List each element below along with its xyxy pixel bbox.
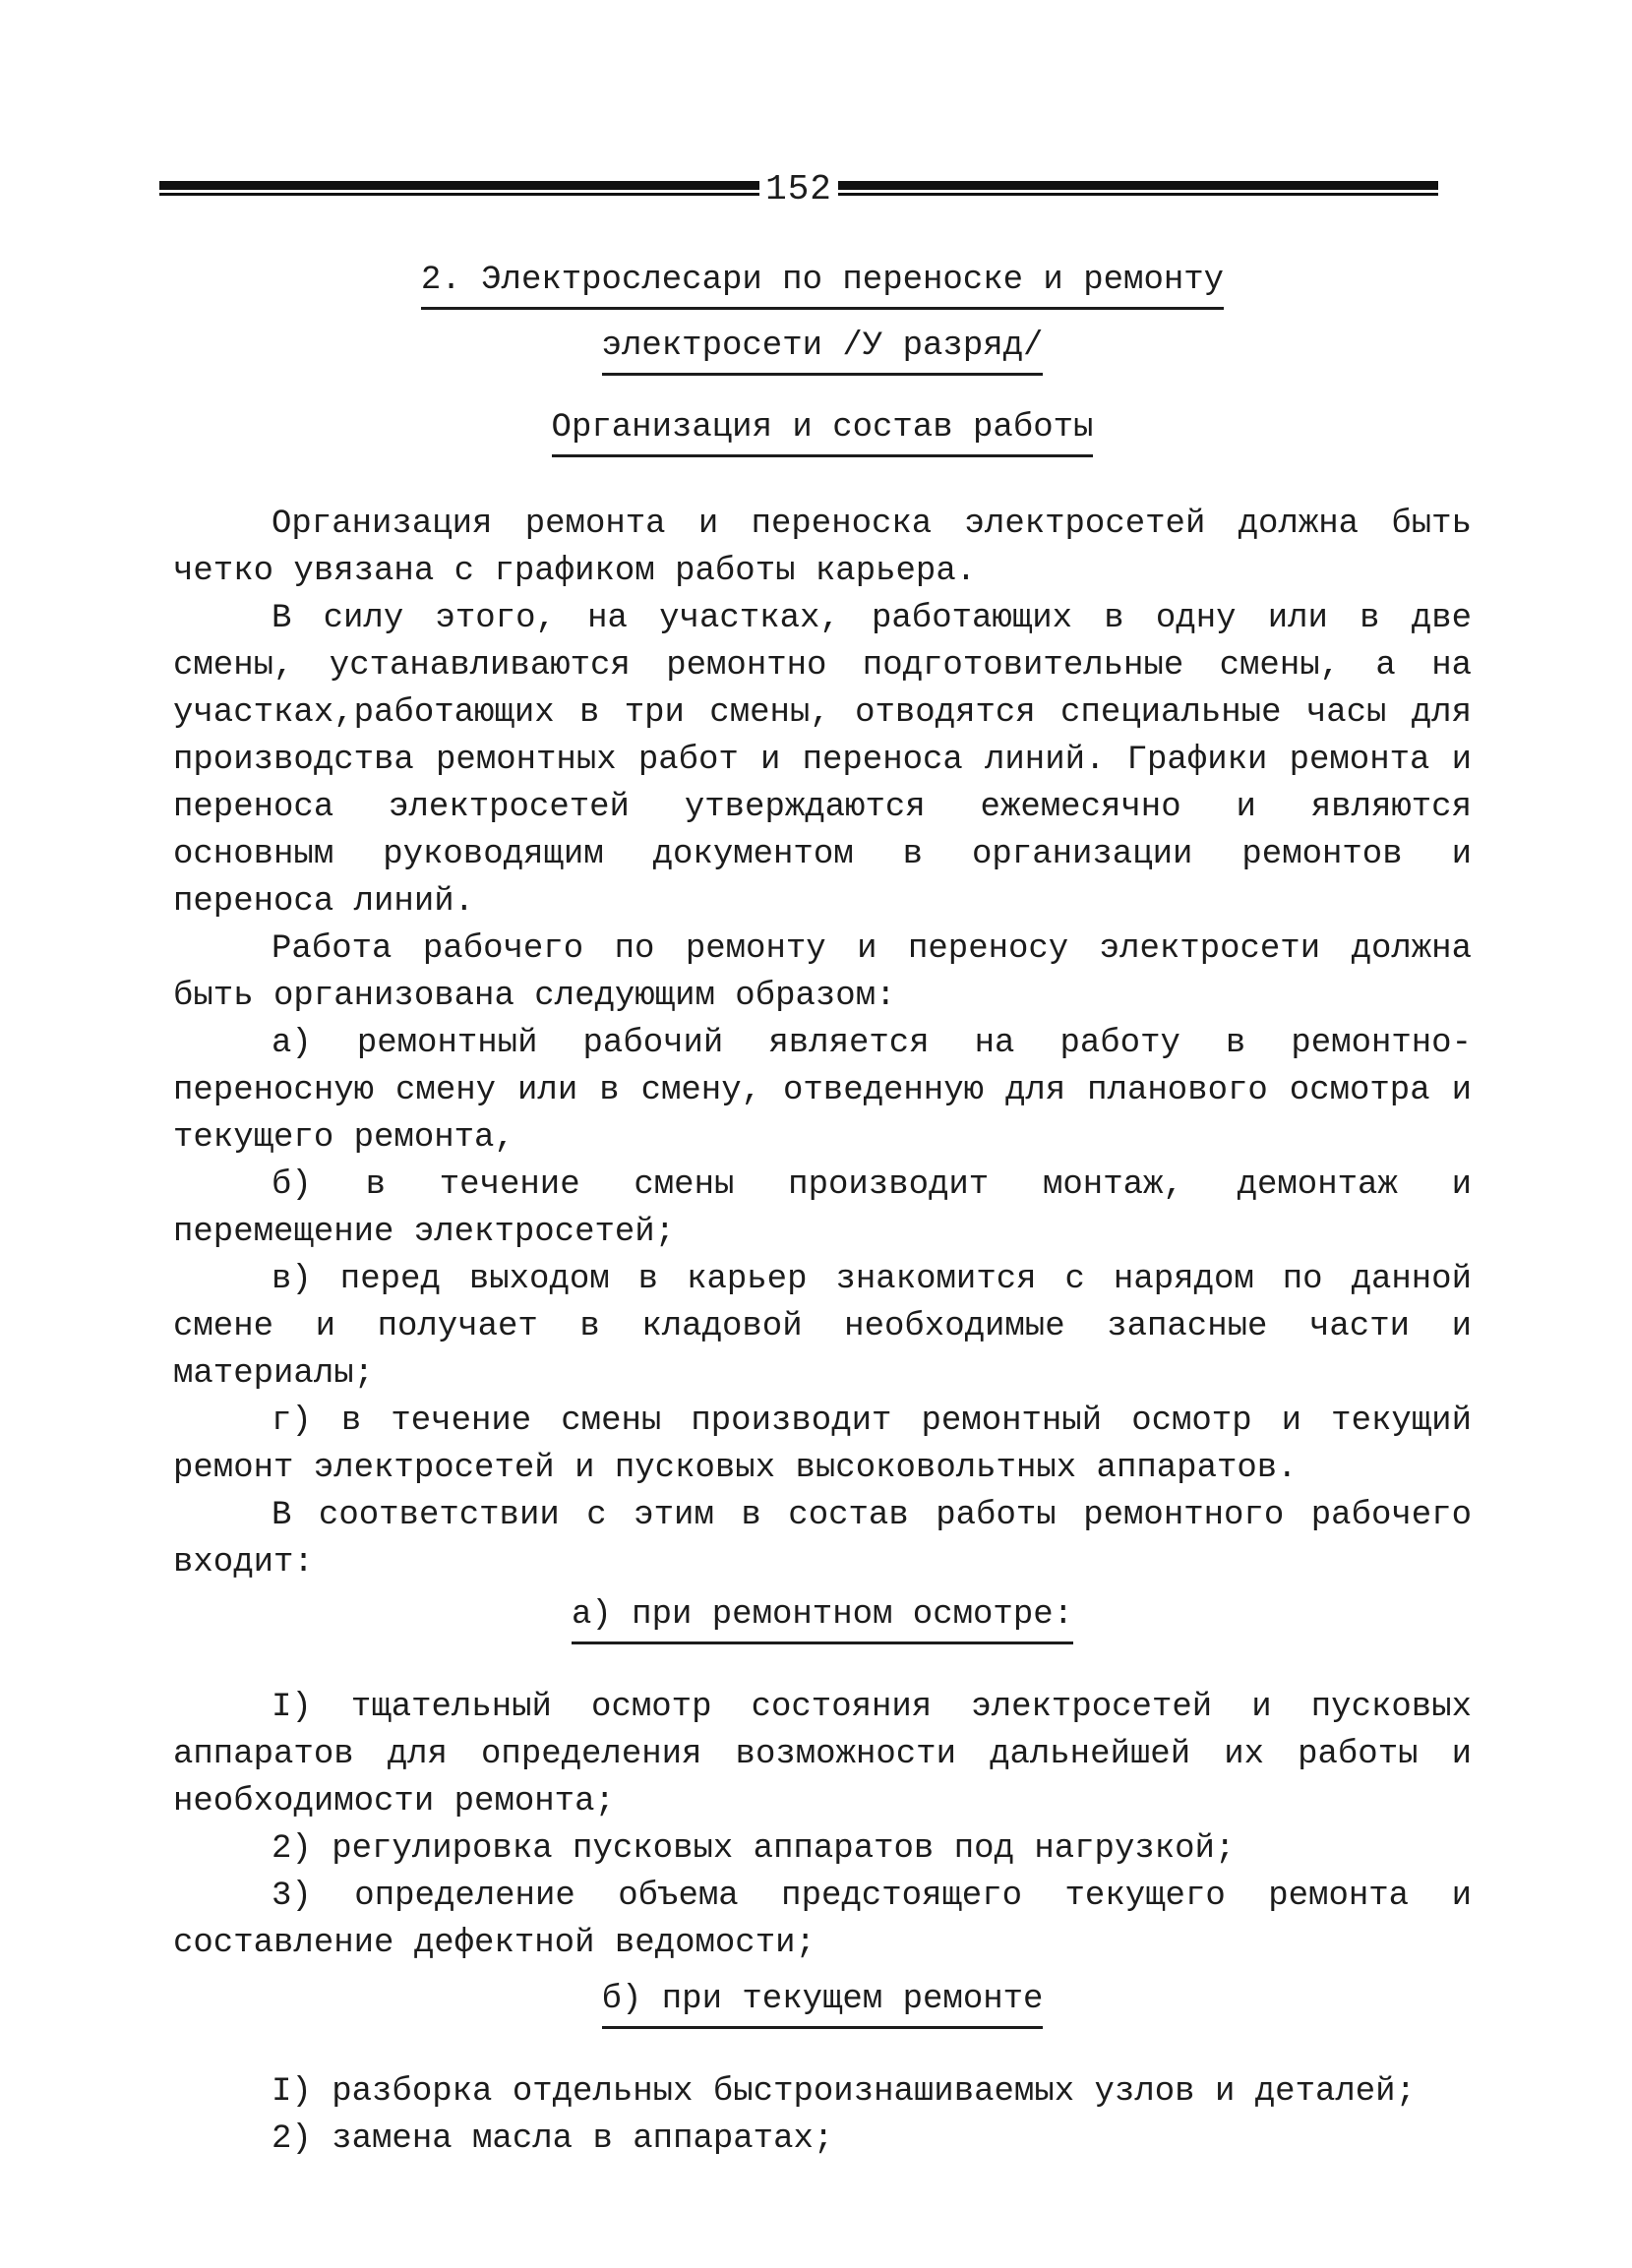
section-title-text: Организация и состав работы [552, 405, 1094, 457]
heading-line-2 [173, 324, 1472, 376]
current-repair-title-text: б) при текущем ремонте [602, 1977, 1044, 2029]
heading-line-1-text: 2. Электрослесари по переноске и ремонту [421, 258, 1224, 310]
list-item: г) в течение смены производит ремонтный осмотр и текущий ремонт электросетей и пусковых высоковольтных аппаратов. [173, 1403, 1472, 1487]
section-title [173, 405, 1472, 457]
heading-line-2-text: электросети /У разряд/ [602, 324, 1044, 376]
header-rule-left [159, 177, 759, 201]
document-body [173, 258, 1472, 2163]
inspection-title-text: а) при ремонтном осмотре: [572, 1592, 1073, 1644]
header-rule-right [838, 177, 1438, 201]
paragraph: В силу этого, на участках, работающих в одну или в две смены, устанавливаются ремонтно подготовительные смены, а на участках,работающих в три смены, отводятся специальные часы для производства ремонтных работ и переноса линий. Графики ремонта и переноса электросетей утверждаются ежемесячно и являются основным руководящим документом в организации ремонтов и переноса линий. [173, 600, 1472, 921]
page-number: 152 [765, 168, 832, 209]
inspection-item: 3) определение объема предстоящего текущего ремонта и составление дефектной ведомости; [173, 1878, 1472, 1962]
paragraph: В соответствии с этим в состав работы ремонтного рабочего входит: [173, 1497, 1472, 1582]
heading-line-1 [173, 258, 1472, 310]
current-repair-title [173, 1977, 1472, 2029]
page-header [159, 169, 1438, 209]
inspection-item: 2) регулировка пусковых аппаратов под нагрузкой; [272, 1830, 1236, 1868]
inspection-title [173, 1592, 1472, 1644]
paragraph: Работа рабочего по ремонту и переносу электросети должна быть организована следующим образом: [173, 930, 1472, 1015]
paragraph: Организация ремонта и переноска электросетей должна быть четко увязана с графиком работы карьера. [173, 506, 1472, 590]
list-item: а) ремонтный рабочий является на работу в ремонтно-переносную смену или в смену, отведенную для планового осмотра и текущего ремонта, [173, 1025, 1472, 1157]
list-item: б) в течение смены производит монтаж, демонтаж и перемещение электросетей; [173, 1166, 1472, 1251]
current-repair-item: 2) замена масла в аппаратах; [272, 2120, 834, 2158]
list-item: в) перед выходом в карьер знакомится с нарядом по данной смене и получает в кладовой необходимые запасные части и материалы; [173, 1261, 1472, 1393]
inspection-item: I) тщательный осмотр состояния электросетей и пусковых аппаратов для определения возможности дальнейшей их работы и необходимости ремонта; [173, 1689, 1472, 1820]
current-repair-item: I) разборка отдельных быстроизнашиваемых узлов и деталей; [272, 2073, 1416, 2111]
